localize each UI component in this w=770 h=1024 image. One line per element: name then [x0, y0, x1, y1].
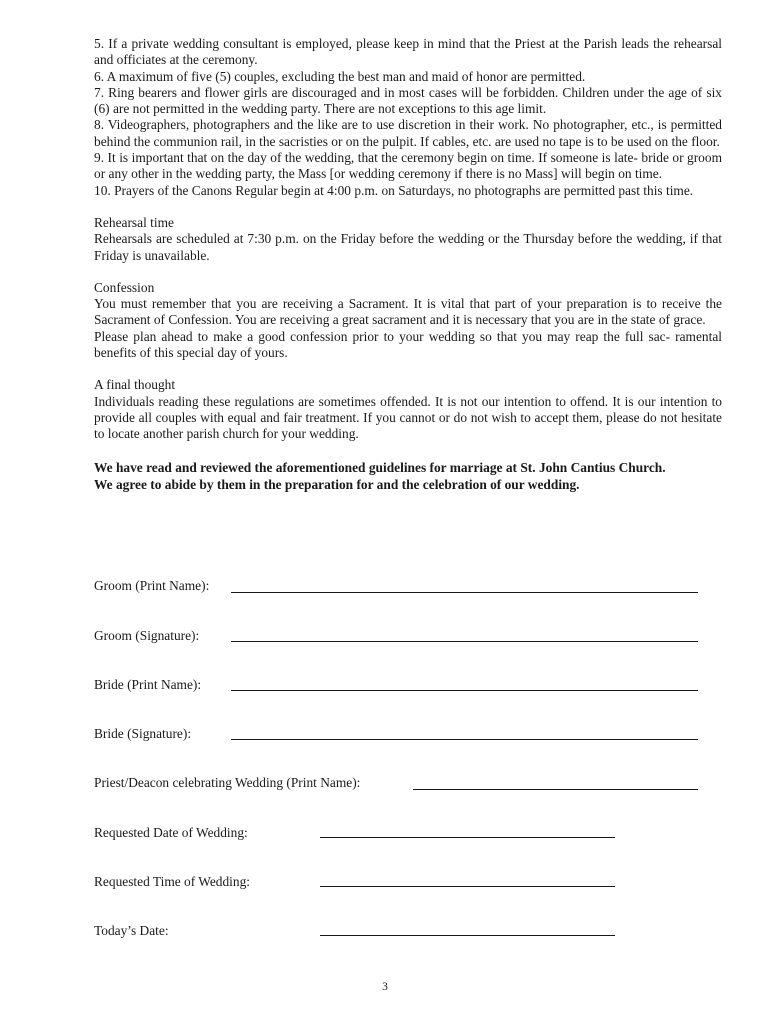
groom-print-name-label: Groom (Print Name):: [94, 578, 210, 593]
rule-10: 10. Prayers of the Canons Regular begin at 4:00 p.m. on Saturdays, no photographs are permitted past this time.: [94, 182, 694, 198]
priest-print-name-label: Priest/Deacon celebrating Wedding (Print Name):: [94, 775, 361, 790]
rule-7: 7. Ring bearers and flower girls are discouraged and in most cases will be forbidden. Children under the age of six (6) are not permitted in the wedding party. There are not exceptions to this age limit.: [94, 84, 722, 117]
todays-date-line[interactable]: [320, 935, 615, 936]
rule-5: 5. If a private wedding consultant is employed, please keep in mind that the Priest at the Parish leads the rehearsal and officiates at the ceremony.: [94, 36, 722, 68]
final-thought-body: Individuals reading these regulations are sometimes offended. It is not our intention to offend. It is our intention to provide all couples with equal and fair treatment. If you cannot or do not wish to accept them, please do not hesitate to locate another parish church for your wedding.: [94, 393, 722, 442]
rule-8: 8. Videographers, photographers and the like are to use discretion in their work. No photographer, etc., is permitted behind the communion rail, in the sacristies or on the pulpit. If cables, etc. are used no tape is to be used on the floor.: [94, 117, 722, 149]
rule-6: 6. A maximum of five (5) couples, excluding the best man and maid of honor are permitted.: [94, 68, 586, 84]
todays-date-label: Today’s Date:: [94, 923, 169, 938]
requested-time-line[interactable]: [320, 886, 615, 887]
bride-signature-line[interactable]: [231, 739, 698, 740]
requested-time-label: Requested Time of Wedding:: [94, 874, 251, 889]
bride-signature-label: Bride (Signature):: [94, 726, 192, 741]
final-thought-heading: A final thought: [94, 377, 176, 393]
agreement-statement: [94, 459, 722, 493]
confession-body-2: Please plan ahead to make a good confession prior to your wedding so that you may reap the full sac- ramental benefits of this special day of yours.: [94, 328, 722, 361]
groom-print-name-line[interactable]: [231, 592, 698, 593]
agreement-line-1: We have read and reviewed the aforementioned guidelines for marriage at St. John Cantius Church.: [94, 459, 666, 475]
confession-section: [94, 280, 722, 361]
agreement-line-2: We agree to abide by them in the preparation for and the celebration of our wedding.: [94, 476, 580, 492]
bride-print-name-line[interactable]: [231, 690, 698, 691]
confession-body: You must remember that you are receiving a Sacrament. It is vital that part of your preparation is to receive the Sacrament of Confession. You are receiving a great sacrament and it is necessary that you are in the state of grace.: [94, 296, 722, 328]
rule-9: 9. It is important that on the day of the wedding, that the ceremony begin on time. If someone is late- bride or groom or any other in the wedding party, the Mass [or wedding ceremony if there is no Mass] will begin on time.: [94, 150, 722, 182]
confession-heading: Confession: [94, 279, 155, 295]
rehearsal-section: [94, 215, 722, 264]
rehearsal-heading: Rehearsal time: [94, 214, 174, 230]
priest-print-name-line[interactable]: [413, 789, 698, 790]
requested-date-line[interactable]: [320, 837, 615, 838]
groom-signature-line[interactable]: [231, 641, 698, 642]
document-body: [94, 36, 722, 493]
final-thought-section: [94, 377, 722, 442]
page-number: 3: [382, 981, 388, 993]
rules-list: [94, 36, 722, 199]
groom-signature-label: Groom (Signature):: [94, 628, 200, 643]
rehearsal-body: Rehearsals are scheduled at 7:30 p.m. on the Friday before the wedding or the Thursday before the wedding, if that Friday is unavailable.: [94, 231, 722, 263]
bride-print-name-label: Bride (Print Name):: [94, 677, 202, 692]
requested-date-label: Requested Date of Wedding:: [94, 825, 248, 840]
